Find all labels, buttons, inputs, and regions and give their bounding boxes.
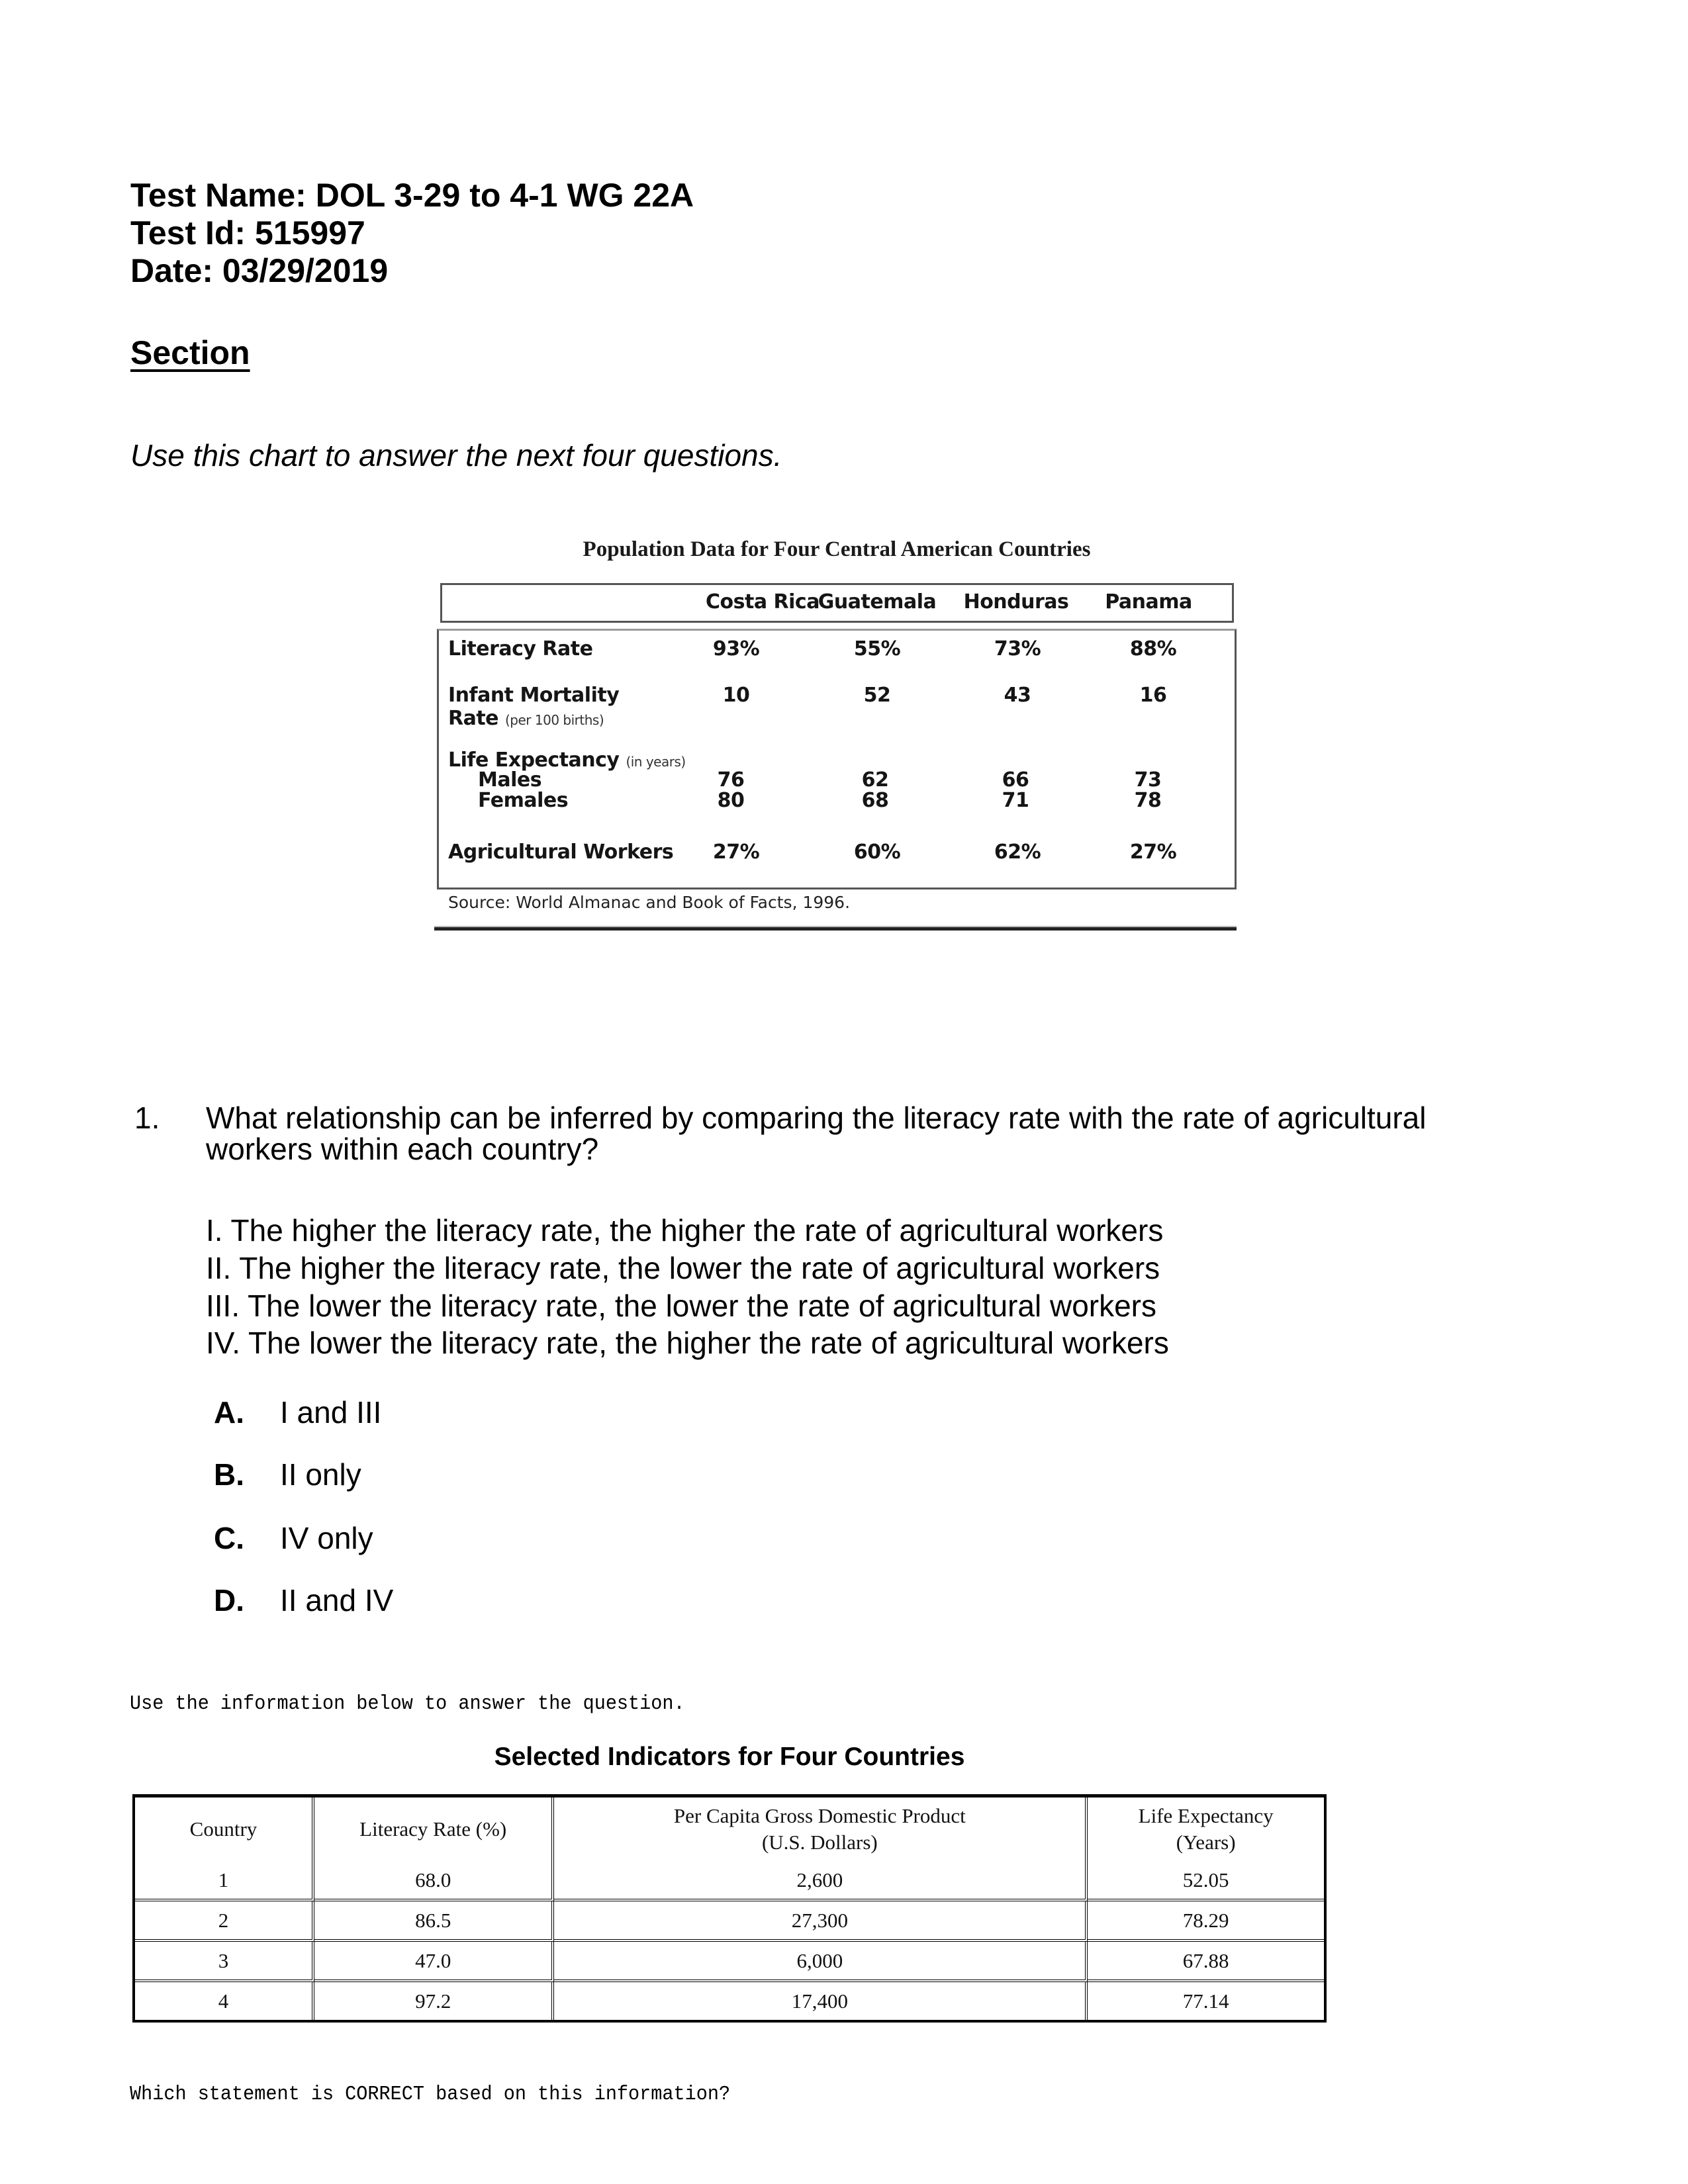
- cell-literacy-costa-rica: 93%: [712, 637, 760, 660]
- table-row: [135, 1982, 1324, 2020]
- column-header-guatemala: Guatemala: [818, 590, 937, 614]
- per-100-births-note: (per 100 births): [505, 712, 604, 728]
- statement-ii: II. The higher the literacy rate, the lower the rate of agricultural workers: [206, 1251, 1160, 1285]
- chart-source: Source: World Almanac and Book of Facts, 1996.: [448, 893, 851, 912]
- option-text-c[interactable]: IV only: [280, 1521, 373, 1555]
- row-label-literacy: Literacy Rate: [448, 637, 593, 660]
- cell-males-costa-rica: 76: [717, 768, 745, 792]
- cell-agri-panama: 27%: [1129, 841, 1177, 864]
- header-life-line-1: Life Expectancy: [1138, 1804, 1274, 1827]
- column-header-panama: Panama: [1105, 590, 1192, 614]
- test-name: Test Name: DOL 3-29 to 4-1 WG 22A: [130, 177, 694, 214]
- cell-literacy-panama: 88%: [1129, 637, 1177, 660]
- option-letter-c[interactable]: C.: [214, 1521, 244, 1555]
- cell-infant-guatemala: 52: [863, 684, 891, 707]
- cell-females-guatemala: 68: [861, 789, 889, 812]
- table-row: [135, 1942, 1324, 1982]
- cell-gdp: 17,400: [554, 1982, 1088, 2020]
- section-title: Section: [130, 334, 250, 371]
- chart-bottom-rule: [434, 926, 1237, 931]
- test-date: Date: 03/29/2019: [130, 252, 389, 289]
- cell-agri-honduras: 62%: [994, 841, 1041, 864]
- option-letter-a[interactable]: A.: [214, 1395, 244, 1430]
- header-life-line-2: (Years): [1176, 1831, 1236, 1854]
- header-gdp-line-2: (U.S. Dollars): [761, 1831, 878, 1854]
- cell-infant-honduras: 43: [1004, 684, 1031, 707]
- cell-infant-costa-rica: 10: [722, 684, 750, 707]
- header-literacy-label: Literacy Rate (%): [359, 1817, 507, 1841]
- cell-literacy-guatemala: 55%: [853, 637, 901, 660]
- chart-title: Population Data for Four Central American Countries: [583, 537, 1091, 561]
- cell-life-expectancy: 67.88: [1088, 1942, 1324, 1982]
- option-letter-d[interactable]: D.: [214, 1583, 244, 1617]
- question-2-prompt: Which statement is CORRECT based on this information?: [130, 2083, 731, 2106]
- chart-instruction: Use this chart to answer the next four questions.: [130, 438, 782, 473]
- cell-life-expectancy: 78.29: [1088, 1901, 1324, 1942]
- table-instruction: Use the information below to answer the question.: [130, 1692, 685, 1715]
- row-label-agricultural-workers: Agricultural Workers: [448, 841, 674, 864]
- cell-literacy: 86.5: [314, 1901, 554, 1942]
- cell-agri-guatemala: 60%: [853, 841, 901, 864]
- cell-literacy-honduras: 73%: [994, 637, 1041, 660]
- life-expectancy-label: Life Expectancy: [448, 749, 620, 772]
- cell-agri-costa-rica: 27%: [712, 841, 760, 864]
- header-literacy-rate: [314, 1797, 554, 1861]
- header-gdp-line-1: Per Capita Gross Domestic Product: [673, 1804, 966, 1827]
- column-header-honduras: Honduras: [963, 590, 1069, 614]
- test-id: Test Id: 515997: [130, 214, 365, 251]
- indicators-table-title: Selected Indicators for Four Countries: [494, 1743, 965, 1771]
- statement-i: I. The higher the literacy rate, the higher the rate of agricultural workers: [206, 1213, 1164, 1248]
- row-label-males: Males: [478, 768, 542, 792]
- cell-country: 2: [135, 1901, 314, 1942]
- cell-males-honduras: 66: [1002, 768, 1029, 792]
- statement-iii: III. The lower the literacy rate, the lower the rate of agricultural workers: [206, 1289, 1156, 1323]
- cell-country: 1: [135, 1861, 314, 1901]
- cell-literacy: 68.0: [314, 1861, 554, 1901]
- option-text-a[interactable]: I and III: [280, 1395, 382, 1430]
- cell-males-guatemala: 62: [861, 768, 889, 792]
- cell-females-panama: 78: [1134, 789, 1162, 812]
- rate-label: Rate: [448, 707, 499, 730]
- row-label-females: Females: [478, 789, 569, 812]
- option-letter-b[interactable]: B.: [214, 1457, 244, 1492]
- row-label-infant-mortality-rate: [448, 707, 604, 730]
- statement-iv: IV. The lower the literacy rate, the higher the rate of agricultural workers: [206, 1326, 1169, 1360]
- option-text-d[interactable]: II and IV: [280, 1583, 394, 1617]
- cell-life-expectancy: 52.05: [1088, 1861, 1324, 1901]
- table-header-row: [135, 1797, 1324, 1861]
- cell-literacy: 47.0: [314, 1942, 554, 1982]
- cell-life-expectancy: 77.14: [1182, 1989, 1229, 2013]
- table-row: [135, 1901, 1324, 1942]
- header-country-label: Country: [189, 1817, 258, 1841]
- cell-males-panama: 73: [1134, 768, 1162, 792]
- table-row: [135, 1861, 1324, 1901]
- header-gdp: [554, 1797, 1088, 1861]
- cell-infant-panama: 16: [1139, 684, 1167, 707]
- selected-indicators-table: [132, 1794, 1327, 2023]
- cell-females-costa-rica: 80: [717, 789, 745, 812]
- header-country: [135, 1797, 314, 1861]
- question-text-line-2: workers within each country?: [206, 1132, 599, 1166]
- in-years-note: (in years): [626, 754, 686, 770]
- cell-gdp: 6,000: [554, 1942, 1088, 1982]
- question-text-line-1: What relationship can be inferred by comparing the literacy rate with the rate of agricultural: [206, 1101, 1427, 1135]
- cell-females-honduras: 71: [1002, 789, 1029, 812]
- row-label-infant-mortality: Infant Mortality: [448, 684, 620, 707]
- cell-literacy: 97.2: [314, 1982, 554, 2020]
- cell-gdp: 2,600: [554, 1861, 1088, 1901]
- question-number: 1.: [134, 1101, 160, 1135]
- header-life-expectancy: [1088, 1797, 1324, 1861]
- option-text-b[interactable]: II only: [280, 1457, 361, 1492]
- column-header-costa-rica: Costa Rica: [706, 590, 820, 614]
- cell-country: 4: [135, 1982, 314, 2020]
- cell-gdp: 27,300: [554, 1901, 1088, 1942]
- cell-country: 3: [135, 1942, 314, 1982]
